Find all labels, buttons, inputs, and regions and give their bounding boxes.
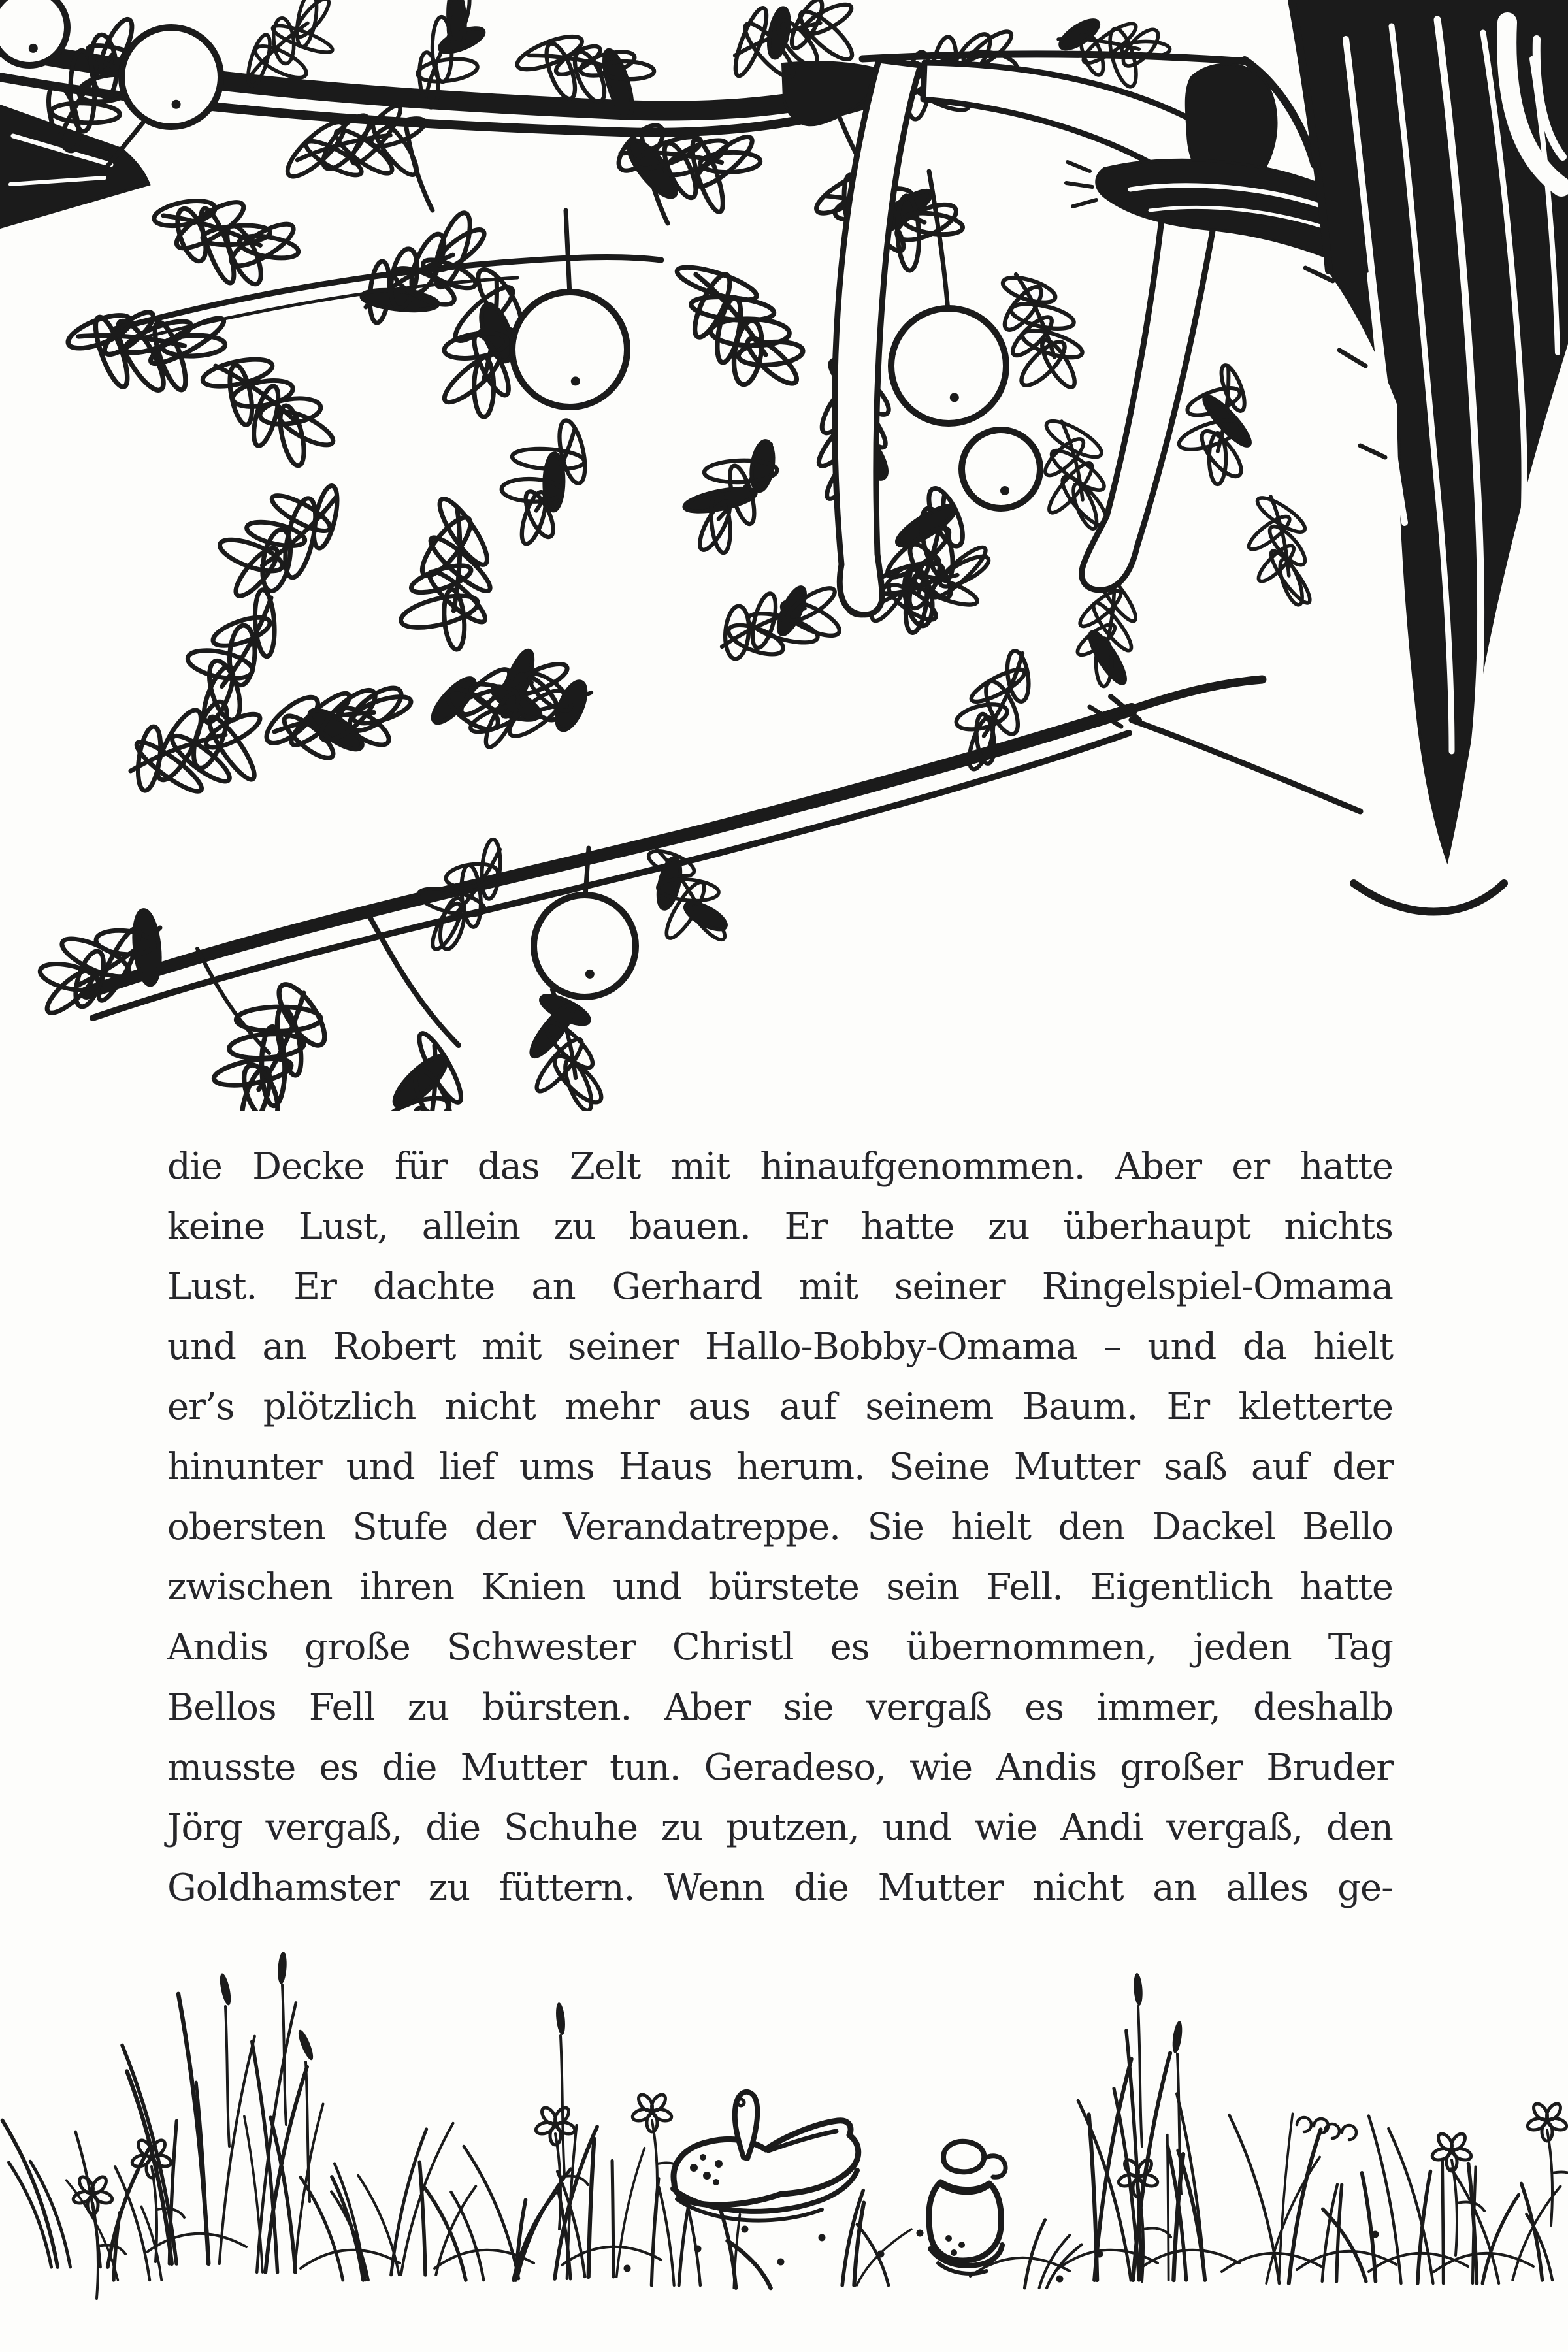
text-line: musste es die Mutter tun. Geradeso, wie Andis großer Bruder xyxy=(167,1746,1393,1789)
meadow-illustration xyxy=(0,1927,1568,2352)
body-text xyxy=(167,1137,1393,1918)
shoe-left xyxy=(673,2092,858,2221)
shoe-right xyxy=(929,2142,1005,2274)
text-line: Lust. Er dachte an Gerhard mit seiner Ringelspiel-Omama xyxy=(167,1266,1393,1308)
text-line: und an Robert mit seiner Hallo-Bobby-Omama – und da hielt xyxy=(167,1326,1393,1368)
text-line: keine Lust, allein zu bauen. Er hatte zu überhaupt nichts xyxy=(167,1205,1393,1248)
text-line: er’s plötzlich nicht mehr aus auf seinem Baum. Er kletterte xyxy=(167,1386,1393,1428)
text-line: Jörg vergaß, die Schuhe zu putzen, und wie Andi vergaß, den xyxy=(167,1806,1393,1849)
text-line: obersten Stufe der Verandatreppe. Sie hielt den Dackel Bello xyxy=(167,1506,1393,1548)
grass-and-flowers xyxy=(3,1952,1568,2298)
text-line: Andis große Schwester Christl es übernommen, jeden Tag xyxy=(167,1626,1393,1669)
pair-of-shoes xyxy=(673,2092,1005,2274)
text-line: hinunter und lief ums Haus herum. Seine Mutter saß auf der xyxy=(167,1446,1393,1488)
text-line: Bellos Fell zu bürsten. Aber sie vergaß es immer, deshalb xyxy=(167,1686,1393,1729)
text-line: die Decke für das Zelt mit hinaufgenommen. Aber er hatte xyxy=(167,1145,1393,1188)
text-line: zwischen ihren Knien und bürstete sein Fell. Eigentlich hatte xyxy=(167,1566,1393,1609)
apple-tree-illustration xyxy=(0,0,1568,1111)
text-line: Goldhamster zu füttern. Wenn die Mutter nicht an alles ge- xyxy=(167,1867,1393,1909)
